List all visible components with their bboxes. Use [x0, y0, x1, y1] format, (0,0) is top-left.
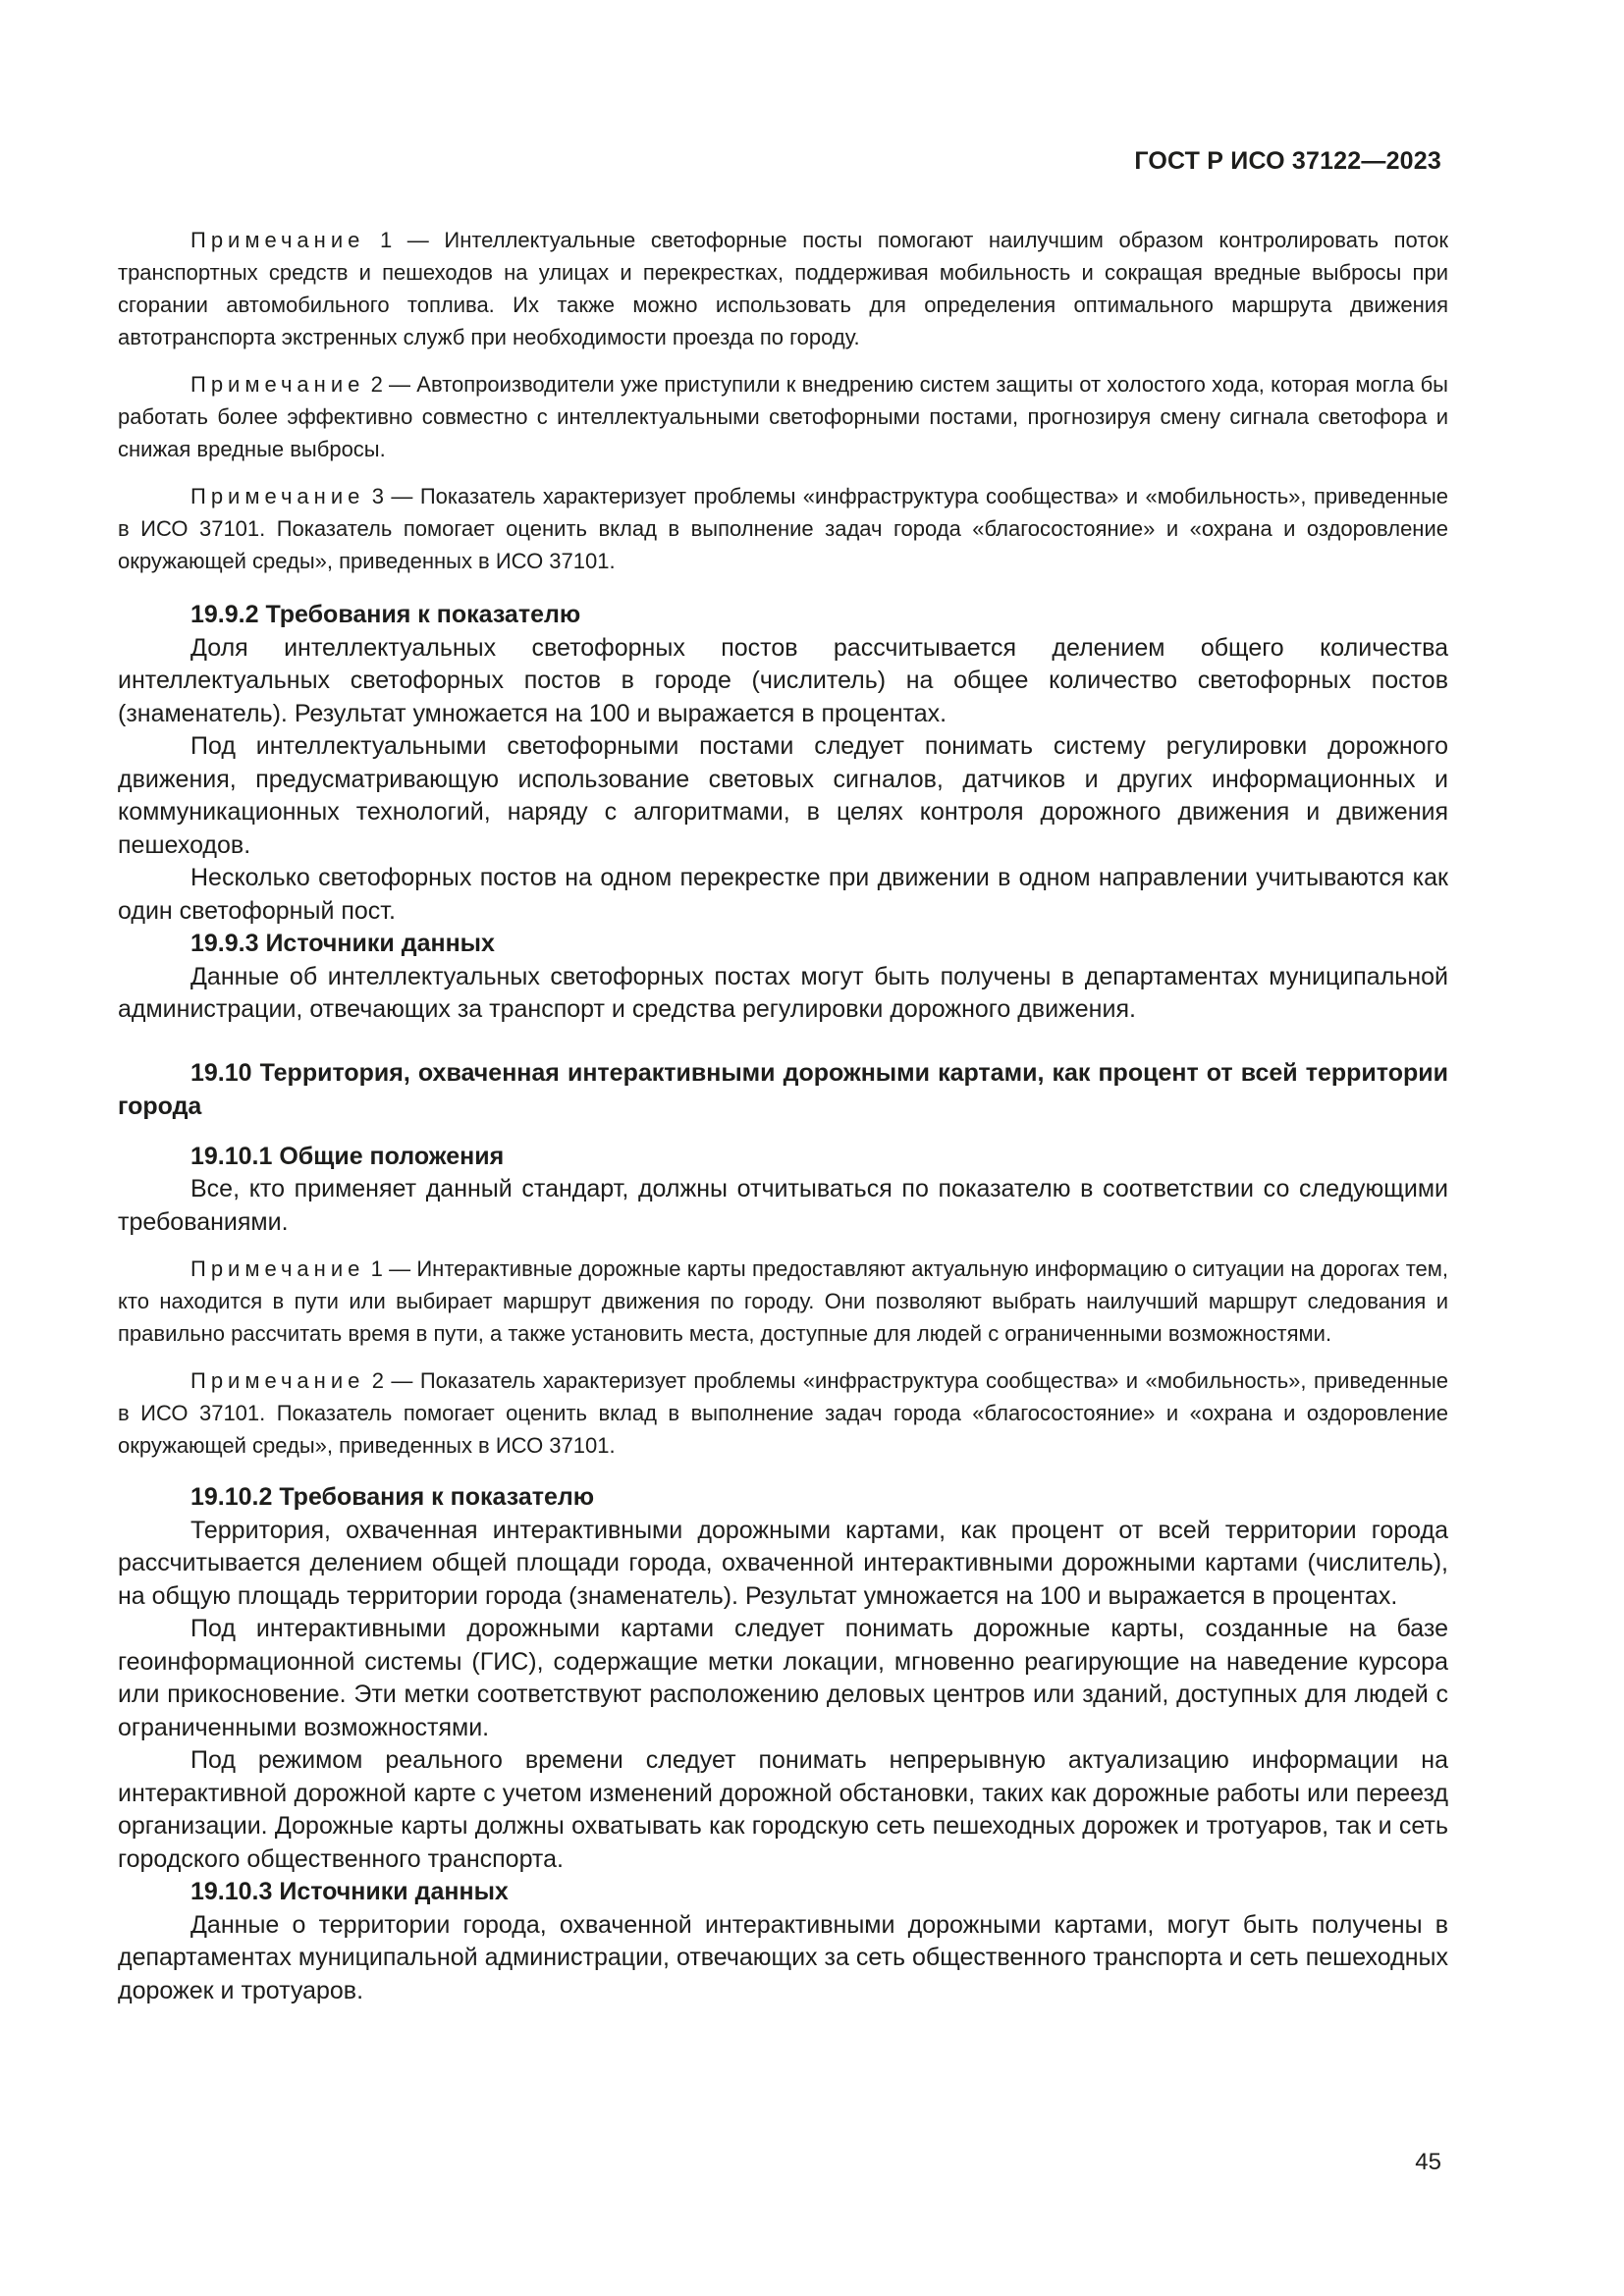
section-heading-19-9-2: 19.9.2 Требования к показателю [190, 601, 581, 628]
note-paragraph [118, 480, 1448, 577]
note-label: Примечание [190, 372, 365, 397]
note-paragraph [118, 368, 1448, 465]
note-label: Примечание [190, 1256, 365, 1281]
note-text: 3 — Показатель характеризует проблемы «инфраструктура сообщества» и «мобильность», приведенные в ИСО 37101. Показатель помогает оценить вклад в выполнение задач города «благосостояние» и «охрана и оздоровление окружающей среды», приведенных в ИСО 37101. [118, 484, 1448, 573]
section-heading-19-9-3: 19.9.3 Источники данных [190, 930, 495, 957]
body-paragraph: Под интерактивными дорожными картами следует понимать дорожные карты, созданные на базе геоинформационной системы (ГИС), содержащие метки локации, мгновенно реагирующие на наведение курсора или прикосновение. Эти метки соответствуют расположению деловых центров или зданий, доступных для людей с ограниченными возможностями. [118, 1615, 1448, 1741]
note-text: 2 — Показатель характеризует проблемы «инфраструктура сообщества» и «мобильность», приведенные в ИСО 37101. Показатель помогает оценить вклад в выполнение задач города «благосостояние» и «охрана и оздоровление окружающей среды», приведенных в ИСО 37101. [118, 1368, 1448, 1458]
section-heading-19-10-2: 19.10.2 Требования к показателю [190, 1483, 595, 1511]
note-label: Примечание [190, 228, 365, 252]
section-heading-19-10-3: 19.10.3 Источники данных [190, 1878, 509, 1905]
body-paragraph: Все, кто применяет данный стандарт, должны отчитываться по показателю в соответствии со следующими требованиями. [118, 1175, 1448, 1236]
body-paragraph: Под режимом реального времени следует понимать непрерывную актуализацию информации на интерактивной дорожной карте с учетом изменений дорожной обстановки, таких как дорожные работы или переезд организации. Дорожные карты должны охватывать как городскую сеть пешеходных дорожек и тротуаров, так и сеть городского общественного транспорта. [118, 1746, 1448, 1873]
body-paragraph: Данные о территории города, охваченной интерактивными дорожными картами, могут быть получены в департаментах муниципальной администрации, отвечающих за сеть общественного транспорта и сеть пешеходных дорожек и тротуаров. [118, 1910, 1448, 2004]
body-paragraph: Данные об интеллектуальных светофорных постах могут быть получены в департаментах муниципальной администрации, отвечающих за транспорт и средства регулировки дорожного движения. [118, 962, 1448, 1023]
note-paragraph [118, 1364, 1448, 1462]
note-paragraph [118, 1253, 1448, 1350]
note-text: 2 — Автопроизводители уже приступили к внедрению систем защиты от холостого хода, которая могла бы работать более эффективно совместно с интеллектуальными светофорными постами, прогнозируя смену сигнала светофора и снижая вредные выбросы. [118, 372, 1448, 461]
note-label: Примечание [190, 484, 365, 508]
note-text: 1 — Интерактивные дорожные карты предоставляют актуальную информацию о ситуации на дорогах тем, кто находится в пути или выбирает маршрут движения по городу. Они позволяют выбрать наилучший маршрут следования и правильно рассчитать время в пути, а также установить места, доступные для людей с ограниченными возможностями. [118, 1256, 1448, 1346]
body-paragraph: Доля интеллектуальных светофорных постов рассчитывается делением общего количества интеллектуальных светофорных постов в городе (числитель) на общее количество светофорных постов (знаменатель). Результат умножается на 100 и выражается в процентах. [118, 633, 1448, 727]
note-text: 1 — Интеллектуальные светофорные посты помогают наилучшим образом контролировать поток транспортных средств и пешеходов на улицах и перекрестках, поддерживая мобильность и сокращая вредные выбросы при сгорании автомобильного топлива. Их также можно использовать для определения оптимального маршрута движения автотранспорта экстренных служб при необходимости проезда по городу. [118, 228, 1448, 349]
note-paragraph [118, 224, 1448, 353]
section-heading-19-10-1: 19.10.1 Общие положения [190, 1142, 505, 1170]
document-body [118, 224, 1448, 2007]
body-paragraph: Несколько светофорных постов на одном перекрестке при движении в одном направлении учитываются как один светофорный пост. [118, 864, 1448, 925]
document-header: ГОСТ Р ИСО 37122—2023 [1134, 147, 1441, 175]
page-number: 45 [1415, 2149, 1441, 2175]
note-label: Примечание [190, 1368, 365, 1393]
body-paragraph: Под интеллектуальными светофорными постами следует понимать систему регулировки дорожного движения, предусматривающую использование световых сигналов, датчиков и других информационных и коммуникационных технологий, наряду с алгоритмами, в целях контроля дорожного движения и движения пешеходов. [118, 732, 1448, 859]
body-paragraph: Территория, охваченная интерактивными дорожными картами, как процент от всей территории города рассчитывается делением общей площади города, охваченной интерактивными дорожными картами (числитель), на общую площадь территории города (знаменатель). Результат умножается на 100 и выражается в процентах. [118, 1516, 1448, 1610]
section-heading-19-10: 19.10 Территория, охваченная интерактивными дорожными картами, как процент от всей территории города [118, 1058, 1448, 1120]
